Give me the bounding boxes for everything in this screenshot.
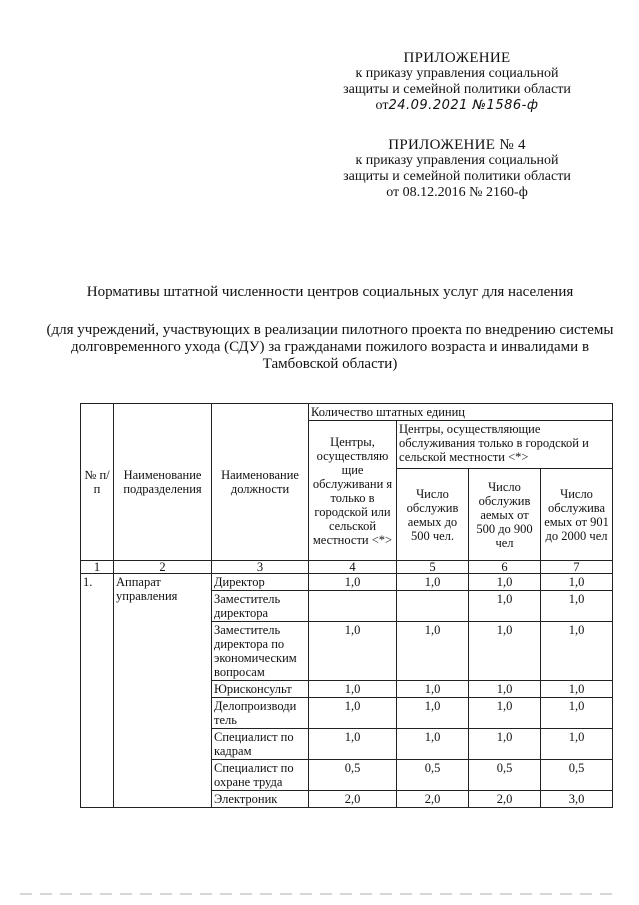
header-position: Наименование должности: [212, 404, 309, 561]
date-prefix: от: [375, 98, 389, 113]
value-cell: [309, 591, 397, 622]
value-cell: 1,0: [469, 698, 541, 729]
index-cell: 7: [541, 561, 613, 574]
header-col5: Число обслужив аемых до 500 чел.: [397, 469, 469, 561]
appendix-line: к приказу управления социальной: [355, 153, 559, 168]
value-cell: 1,0: [541, 729, 613, 760]
appendix-date-line: от 08.12.2016 № 2160-ф: [386, 185, 528, 200]
value-cell: 1,0: [309, 622, 397, 681]
column-index-row: [81, 561, 613, 574]
value-cell: 1,0: [397, 698, 469, 729]
value-cell: 1,0: [397, 622, 469, 681]
value-cell: 1,0: [541, 698, 613, 729]
value-cell: 1,0: [397, 729, 469, 760]
value-cell: 0,5: [397, 760, 469, 791]
value-cell: 1,0: [397, 681, 469, 698]
value-cell: 1,0: [469, 622, 541, 681]
position-cell: Директор: [212, 574, 309, 591]
section-division: Аппарат управления: [114, 574, 212, 808]
document-subtitle: (для учреждений, участвующих в реализации пилотного проекта по внедрению системы долговременного ухода (СДУ) за гражданами пожилого возраста и инвалидами в Тамбовской области): [46, 322, 614, 372]
value-cell: 1,0: [541, 681, 613, 698]
value-cell: 3,0: [541, 791, 613, 808]
appendix-block-current: [327, 50, 587, 114]
value-cell: 1,0: [469, 591, 541, 622]
position-cell: Юрисконсульт: [212, 681, 309, 698]
value-cell: 1,0: [309, 729, 397, 760]
header-col6: Число обслужив аемых от 500 до 900 чел: [469, 469, 541, 561]
value-cell: 0,5: [469, 760, 541, 791]
value-cell: 1,0: [541, 591, 613, 622]
appendix-heading: ПРИЛОЖЕНИЕ: [403, 50, 511, 66]
index-cell: 5: [397, 561, 469, 574]
handwritten-date-number: 24.09.2021 №1586-ф: [388, 98, 539, 113]
position-cell: Заместитель директора по экономическим вопросам: [212, 622, 309, 681]
header-col4: Центры, осуществляю щие обслуживани я только в городской или сельской местности <*>: [309, 421, 397, 561]
value-cell: 1,0: [541, 622, 613, 681]
header-num: № п/п: [81, 404, 114, 561]
header-urban-group: Центры, осуществляющие обслуживания только в городской и сельской местности <*>: [397, 421, 613, 469]
header-division: Наименование подразделения: [114, 404, 212, 561]
appendix-line: к приказу управления социальной: [355, 66, 559, 81]
value-cell: 1,0: [469, 681, 541, 698]
value-cell: 1,0: [309, 574, 397, 591]
appendix-line: защиты и семейной политики области: [343, 169, 571, 184]
value-cell: 1,0: [309, 681, 397, 698]
position-cell: Специалист по кадрам: [212, 729, 309, 760]
position-cell: Делопроизводи тель: [212, 698, 309, 729]
value-cell: 1,0: [541, 574, 613, 591]
value-cell: 2,0: [309, 791, 397, 808]
index-cell: 2: [114, 561, 212, 574]
position-cell: Заместитель директора: [212, 591, 309, 622]
table-row: [81, 574, 613, 591]
value-cell: 1,0: [309, 698, 397, 729]
value-cell: 2,0: [469, 791, 541, 808]
scan-artifact-line: [20, 893, 619, 895]
header-count-group: Количество штатных единиц: [309, 404, 613, 421]
header-col7: Число обслужива емых от 901 до 2000 чел: [541, 469, 613, 561]
value-cell: 2,0: [397, 791, 469, 808]
value-cell: 1,0: [469, 574, 541, 591]
value-cell: 0,5: [541, 760, 613, 791]
index-cell: 1: [81, 561, 114, 574]
value-cell: 1,0: [469, 729, 541, 760]
appendix-date-line: [327, 98, 587, 114]
index-cell: 4: [309, 561, 397, 574]
index-cell: 3: [212, 561, 309, 574]
position-cell: Электроник: [212, 791, 309, 808]
position-cell: Специалист по охране труда: [212, 760, 309, 791]
value-cell: 1,0: [397, 574, 469, 591]
document-title: Нормативы штатной численности центров социальных услуг для населения: [86, 284, 574, 300]
value-cell: [397, 591, 469, 622]
appendix-heading: ПРИЛОЖЕНИЕ № 4: [388, 137, 526, 153]
value-cell: 0,5: [309, 760, 397, 791]
section-num: 1.: [81, 574, 114, 808]
appendix-block-original: [327, 137, 587, 201]
index-cell: 6: [469, 561, 541, 574]
appendix-line: защиты и семейной политики области: [343, 82, 571, 97]
staff-norms-table: [80, 403, 613, 808]
